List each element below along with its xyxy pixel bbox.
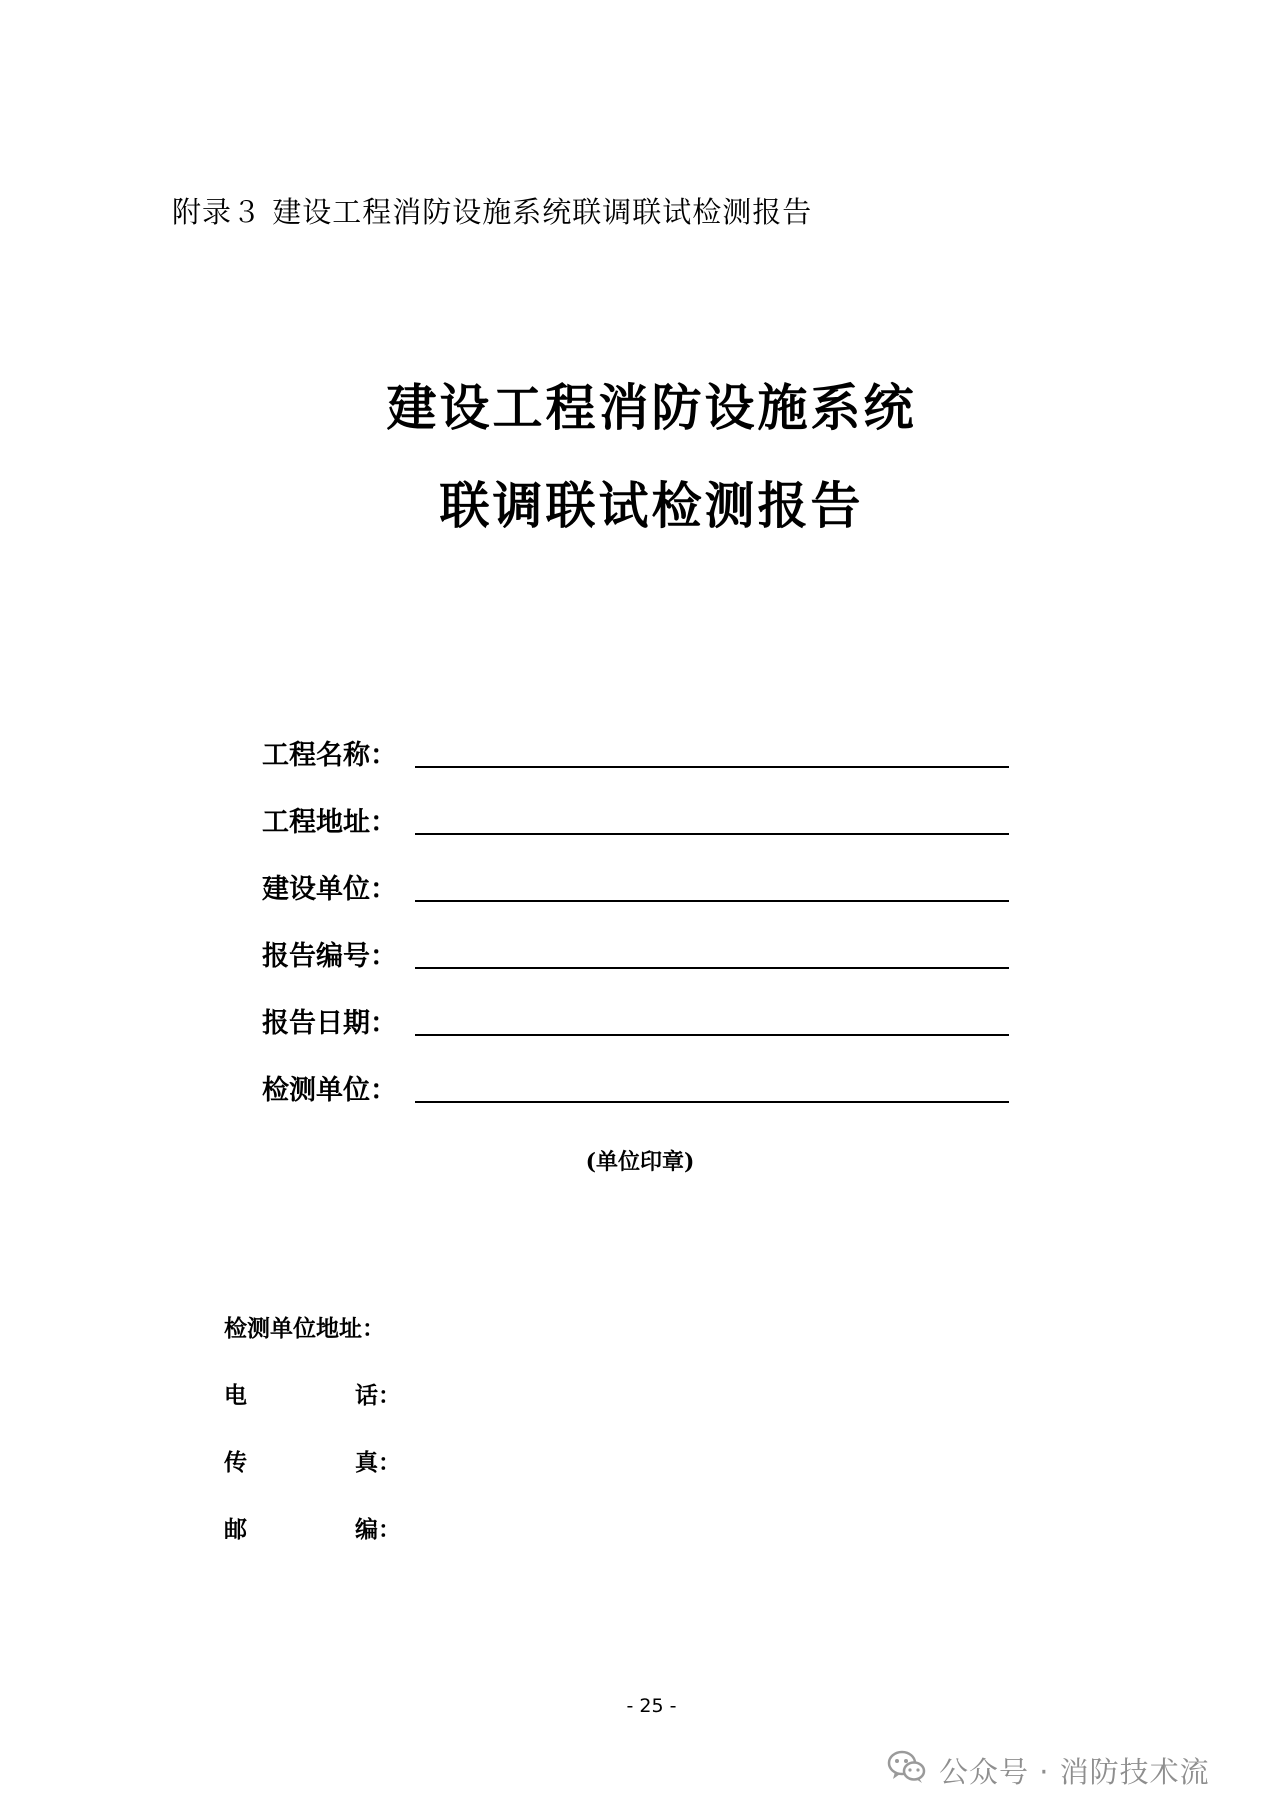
contact-label-char: 真： <box>355 1449 401 1476</box>
contact-label-char: 话： <box>355 1382 401 1409</box>
field-label: 工程名称： <box>262 740 397 771</box>
contact-label-char: 传 <box>224 1449 247 1476</box>
page-number: - 25 - <box>626 1695 677 1717</box>
report-title-line-1: 建设工程消防设施系统 <box>386 378 917 437</box>
field-label: 报告日期： <box>262 1008 397 1039</box>
field-label: 报告编号： <box>262 941 397 972</box>
fill-in-line <box>415 1101 1009 1103</box>
contact-label-char: 编： <box>355 1516 401 1543</box>
fill-in-line <box>415 967 1009 969</box>
seal-note: (单位印章) <box>585 1149 695 1175</box>
field-label: 工程地址： <box>262 807 397 838</box>
field-label: 检测单位： <box>262 1075 397 1106</box>
appendix-heading: 附录３ 建设工程消防设施系统联调联试检测报告 <box>172 195 813 229</box>
report-title-line-2: 联调联试检测报告 <box>439 476 864 535</box>
fill-in-line <box>415 833 1009 835</box>
field-testing-unit <box>262 1068 1010 1112</box>
field-project-name <box>262 733 1010 777</box>
contact-label: 检测单位地址： <box>224 1315 385 1342</box>
field-report-number <box>262 934 1010 978</box>
field-project-address <box>262 800 1010 844</box>
field-construction-unit <box>262 867 1010 911</box>
watermark-text: 公众号 · 消防技术流 <box>939 1755 1210 1789</box>
fill-in-line <box>415 766 1009 768</box>
field-label: 建设单位： <box>262 874 397 905</box>
fill-in-line <box>415 900 1009 902</box>
field-report-date <box>262 1001 1010 1045</box>
fill-in-line <box>415 1034 1009 1036</box>
contact-label-char: 邮 <box>224 1516 247 1543</box>
wechat-icon <box>887 1750 927 1784</box>
contact-label-char: 电 <box>224 1382 247 1409</box>
